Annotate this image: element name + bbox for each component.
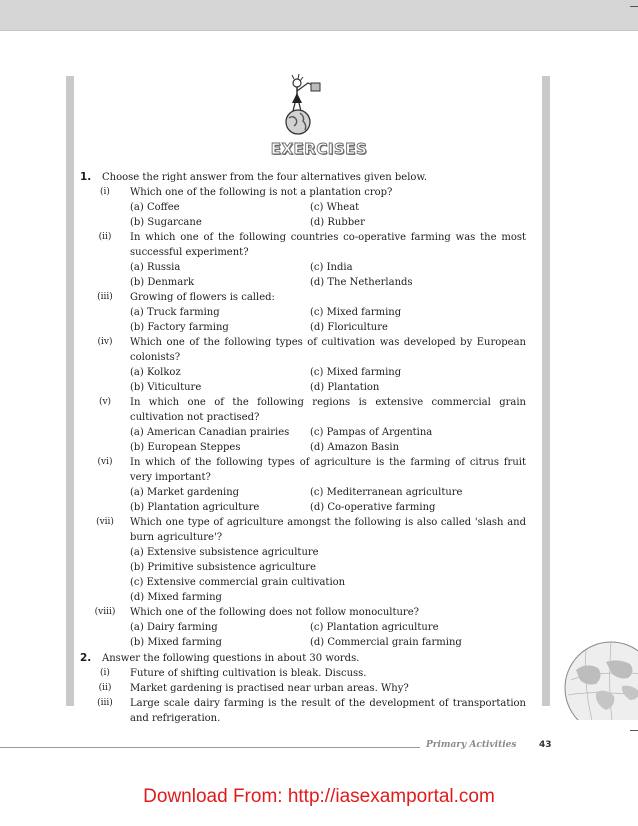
list-item <box>80 290 526 335</box>
option: (a) Truck farming <box>130 307 220 318</box>
item-number: (iv) <box>97 337 113 347</box>
option: (a) Russia <box>130 262 181 273</box>
crop-mark-top <box>630 6 638 7</box>
list-item <box>80 515 526 605</box>
option: (c) Plantation agriculture <box>310 622 439 633</box>
item-number: (ii) <box>98 232 112 242</box>
item-text: Which one type of agriculture amongst the following is also called 'slash and burn agriculture'? <box>130 517 526 543</box>
list-item <box>80 455 526 515</box>
top-edge-line <box>0 30 638 31</box>
item-text: Large scale dairy farming is the result of the development of transportation and refrigeration. <box>130 698 526 724</box>
option: (d) Plantation <box>310 382 380 393</box>
item-text: In which of the following types of agriculture is the farming of citrus fruit very important? <box>130 457 526 483</box>
list-item <box>80 681 526 696</box>
item-number: (i) <box>100 187 110 197</box>
footer-rule <box>0 747 420 748</box>
option: (d) The Netherlands <box>310 277 413 288</box>
option: (b) Sugarcane <box>130 217 202 228</box>
option: (a) Dairy farming <box>130 622 218 633</box>
top-band <box>0 0 638 30</box>
item-text: In which one of the following countries co-operative farming was the most successful experiment? <box>130 232 526 258</box>
option: (c) Wheat <box>310 202 360 213</box>
option: (a) Market gardening <box>130 487 240 498</box>
option: (c) Extensive commercial grain cultivation <box>130 577 346 588</box>
list-item <box>80 395 526 455</box>
option: (b) Factory farming <box>130 322 229 333</box>
option: (d) Floriculture <box>310 322 388 333</box>
footer-chapter-title: Primary Activities <box>426 740 517 750</box>
item-text: Growing of flowers is called: <box>130 292 275 303</box>
item-number: (i) <box>100 668 110 678</box>
item-text: In which one of the following regions is extensive commercial grain cultivation not practised? <box>130 397 526 423</box>
option: (a) Extensive subsistence agriculture <box>130 547 319 558</box>
question-text: Choose the right answer from the four alternatives given below. <box>102 172 427 183</box>
option: (d) Amazon Basin <box>310 442 400 453</box>
option: (c) India <box>310 262 353 273</box>
option: (b) Primitive subsistence agriculture <box>130 562 316 573</box>
option: (c) Mixed farming <box>310 367 402 378</box>
list-item <box>80 230 526 290</box>
item-number: (vii) <box>96 517 114 527</box>
list-item <box>80 666 526 681</box>
option: (a) Kolkoz <box>130 367 181 378</box>
list-item <box>80 696 526 726</box>
item-text: Market gardening is practised near urban areas. Why? <box>130 683 409 694</box>
right-margin-bar <box>542 76 550 706</box>
item-text: Which one of the following types of cultivation was developed by European colonists? <box>130 337 526 363</box>
question-text: Answer the following questions in about 30 words. <box>102 653 360 664</box>
item-number: (viii) <box>94 607 116 617</box>
question-1 <box>80 170 526 185</box>
download-link[interactable]: Download From: http://iasexamportal.com <box>143 786 495 807</box>
exercises-heading: EXERCISES <box>270 140 368 158</box>
option: (b) Mixed farming <box>130 637 222 648</box>
option: (d) Rubber <box>310 217 365 228</box>
option: (d) Co-operative farming <box>310 502 436 513</box>
exercise-content <box>80 170 526 726</box>
option: (a) Coffee <box>130 202 180 213</box>
list-item <box>80 185 526 230</box>
item-text: Which one of the following is not a plantation crop? <box>130 187 393 198</box>
question-number: 2. <box>80 652 92 664</box>
list-item <box>80 335 526 395</box>
item-number: (v) <box>98 397 112 407</box>
option: (d) Mixed farming <box>130 592 222 603</box>
option: (b) European Steppes <box>130 442 241 453</box>
question-number: 1. <box>80 171 92 183</box>
item-number: (iii) <box>97 698 113 708</box>
world-map-globe-icon <box>556 640 638 720</box>
option: (c) Mediterranean agriculture <box>310 487 463 498</box>
item-number: (iii) <box>97 292 113 302</box>
option: (b) Viticulture <box>130 382 202 393</box>
option: (d) Commercial grain farming <box>310 637 462 648</box>
option: (b) Denmark <box>130 277 195 288</box>
item-text: Future of shifting cultivation is bleak. Discuss. <box>130 668 367 679</box>
question-2 <box>80 651 526 666</box>
crop-mark-right <box>630 730 638 731</box>
globe-mascot-icon <box>284 73 330 135</box>
item-number: (vi) <box>97 457 113 467</box>
item-text: Which one of the following does not follow monoculture? <box>130 607 419 618</box>
page-number: 43 <box>539 740 552 750</box>
option: (c) Mixed farming <box>310 307 402 318</box>
item-number: (ii) <box>98 683 112 693</box>
option: (b) Plantation agriculture <box>130 502 260 513</box>
left-margin-bar <box>66 76 74 706</box>
option: (c) Pampas of Argentina <box>310 427 433 438</box>
option: (a) American Canadian prairies <box>130 427 290 438</box>
list-item <box>80 605 526 650</box>
